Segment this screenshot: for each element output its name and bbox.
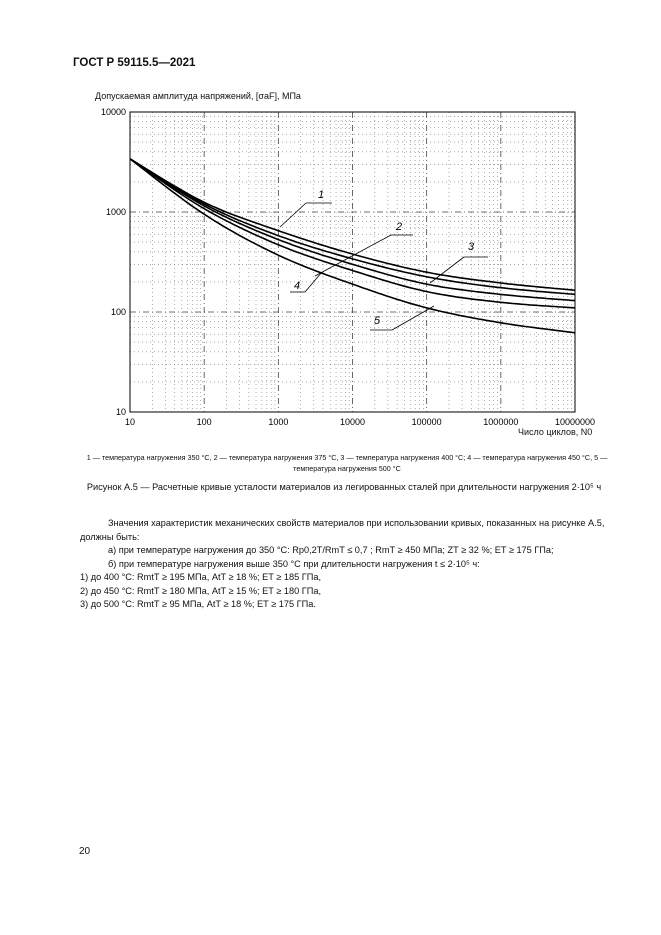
item-1: 1) до 400 °С: RmtT ≥ 195 МПа, AtT ≥ 18 %; ET ≥ 185 ГПа, [80, 572, 321, 582]
x-tick-label: 10 [124, 417, 136, 427]
x-tick-label: 10000000 [554, 417, 596, 427]
x-tick-label: 100000 [411, 417, 442, 427]
item-a: а) при температуре нагружения до 350 °С: Rp0,2T/RmT ≤ 0,7 ; RmT ≥ 450 МПа; ZT ≥ 32 %; ET ≥ 175 ГПа; [108, 545, 554, 555]
x-tick-label: 100 [196, 417, 212, 427]
y-tick-label: 10000 [100, 107, 126, 117]
curve-leader-line [392, 306, 434, 330]
intro-paragraph: Значения характеристик механических свойств материалов при использовании кривых, показанных на рисунке А.5, должны быть: [80, 518, 605, 542]
requirements-text [80, 517, 620, 612]
x-tick-label: 10000 [339, 417, 366, 427]
figure-caption: Рисунок А.5 — Расчетные кривые усталости материалов из легированных сталей при длительности нагружения 2·10⁵ ч [86, 482, 602, 492]
item-b: б) при температуре нагружения выше 350 °С при длительности нагружения t ≤ 2·10⁵ ч: [108, 558, 480, 569]
x-tick-label: 1000000 [483, 417, 519, 427]
page-number: 20 [79, 846, 91, 857]
curve-leader-line [430, 257, 464, 283]
curve-leader-line [280, 203, 306, 227]
y-tick-label: 10 [115, 407, 126, 417]
x-tick-label: 1000 [268, 417, 289, 427]
y-tick-label: 1000 [105, 207, 126, 217]
chart-legend: 1 — температура нагружения 350 °С, 2 — температура нагружения 375 °С, 3 — температура нагружения 400 °С; 4 — температура нагружения 450 °С, 5 — температура нагружения 500 °С [86, 453, 608, 473]
curve-number-label: 4 [294, 280, 301, 292]
document-header: ГОСТ Р 59115.5—2021 [73, 57, 196, 69]
item-3: 3) до 500 °С: RmtT ≥ 95 МПа, AtT ≥ 18 %; ET ≥ 175 ГПа. [80, 599, 316, 609]
item-2: 2) до 450 °С: RmtT ≥ 180 МПа, AtT ≥ 15 %; ET ≥ 180 ГПа, [80, 585, 321, 596]
fatigue-chart [0, 0, 661, 460]
curve-number-label: 1 [318, 189, 325, 201]
x-axis-title: Число циклов, N0 [518, 427, 593, 437]
curve-number-label: 3 [468, 241, 475, 253]
y-axis-title: Допускаемая амплитуда напряжений, [σaF], МПа [95, 91, 301, 101]
curve-number-label: 2 [396, 221, 403, 233]
y-tick-label: 100 [110, 307, 126, 317]
curve-number-label: 5 [374, 315, 381, 327]
